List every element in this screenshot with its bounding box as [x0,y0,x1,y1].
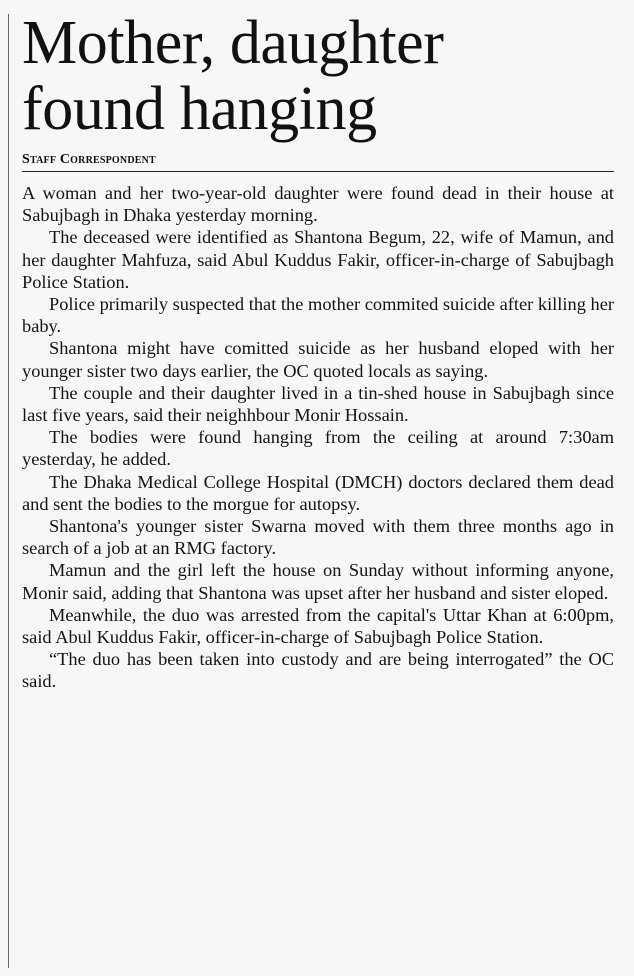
paragraph: “The duo has been taken into custody and are being interrogated” the OC said. [22,649,614,692]
byline: Staff Correspondent [22,152,614,172]
paragraph: Police primarily suspected that the mother commited suicide after killing her baby. [22,294,614,337]
paragraph: Meanwhile, the duo was arrested from the capital's Uttar Khan at 6:00pm, said Abul Kuddus Fakir, officer-in-charge of Sabujbagh Police Station. [22,604,614,648]
paragraph: The bodies were found hanging from the ceiling at around 7:30am yesterday, he added. [22,427,614,470]
headline-line-1: Mother, daughter [22,9,444,77]
headline-line-2: found hanging [22,75,377,143]
paragraph: Mamun and the girl left the house on Sunday without informing anyone, Monir said, adding that Shantona was upset after her husband and sister eloped. [22,560,614,603]
paragraph: The deceased were identified as Shantona Begum, 22, wife of Mamun, and her daughter Mahfuza, said Abul Kuddus Fakir, officer-in-charge of Sabujbagh Police Station. [22,227,614,292]
column-rule [8,14,9,968]
paragraph: The Dhaka Medical College Hospital (DMCH) doctors declared them dead and sent the bodies to the morgue for autopsy. [22,471,614,514]
paragraph: Shantona's younger sister Swarna moved with them three months ago in search of a job at an RMG factory. [22,516,614,559]
paragraph: The couple and their daughter lived in a tin-shed house in Sabujbagh since last five years, said their neighhbour Monir Hossain. [22,382,614,426]
paragraph: A woman and her two-year-old daughter were found dead in their house at Sabujbagh in Dhaka yesterday morning. [22,183,614,226]
news-article [22,10,614,693]
paragraph: Shantona might have comitted suicide as her husband eloped with her younger sister two days earlier, the OC quoted locals as saying. [22,338,614,381]
article-body [22,182,614,693]
headline [22,10,614,142]
